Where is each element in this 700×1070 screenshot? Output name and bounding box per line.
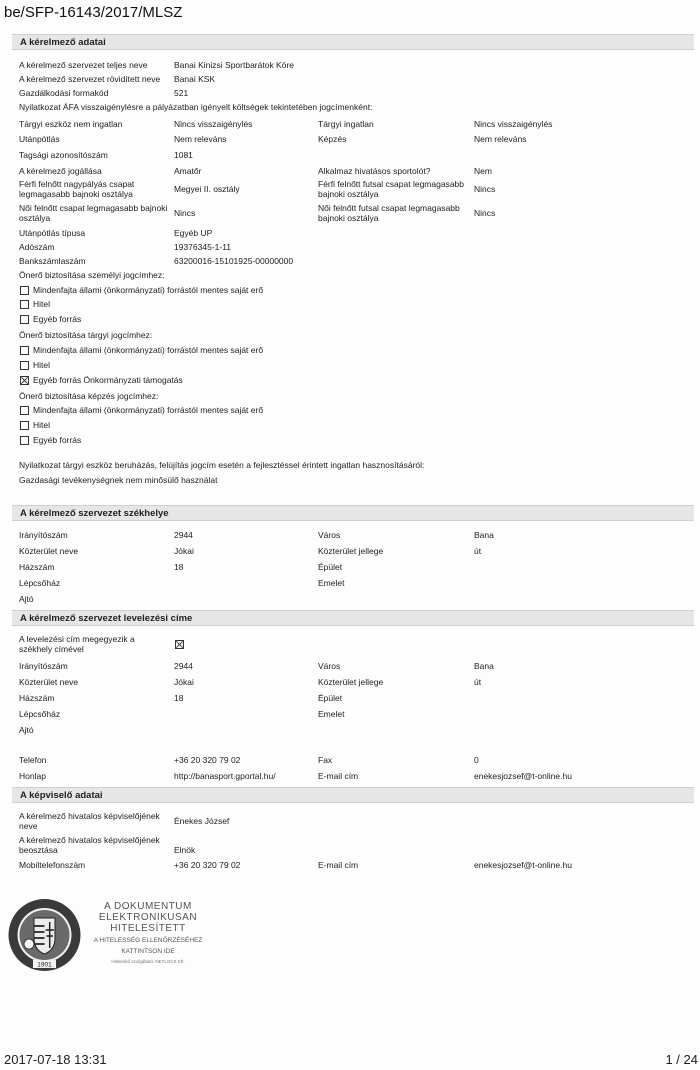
label-personal-other: Egyéb forrás — [33, 314, 82, 324]
checkbox-personal-own[interactable] — [20, 286, 29, 295]
use-statement: Nyilatkozat tárgyi eszköz beruházás, felújítás jogcím esetén a fejlesztéssel érintett ingatlan hasznosításáról: — [19, 460, 425, 470]
section-header-seat: A kérelmező szervezet székhelye — [12, 505, 694, 521]
label-men-division: Férfi felnőtt nagypályás csapat legmagasabb bajnoki osztálya — [19, 179, 135, 199]
label-seat-house: Házszám — [19, 562, 55, 572]
value-mail-city: Bana — [474, 661, 494, 671]
value-seat-house: 18 — [174, 562, 184, 572]
footer-timestamp: 2017-07-18 13:31 — [4, 1052, 107, 1067]
label-bank-account: Bankszámlaszám — [19, 256, 86, 266]
mlsz-seal-icon — [7, 896, 82, 974]
checkbox-asset-other[interactable] — [20, 376, 29, 385]
value-youth: Nem releváns — [174, 134, 227, 144]
label-member-id: Tagsági azonosítószám — [19, 150, 108, 160]
value-rep-name: Énekes József — [174, 816, 230, 826]
section-header-mailing: A kérelmező szervezet levelezési címe — [12, 610, 694, 626]
footer-page-number: 1 / 24 — [665, 1052, 698, 1067]
value-men-division: Megyei II. osztály — [174, 184, 240, 194]
value-mail-street-type: út — [474, 677, 482, 687]
label-realestate: Tárgyi ingatlan — [318, 119, 374, 129]
value-realestate: Nincs visszaigénylés — [474, 119, 553, 129]
value-short-name: Banai KSK — [174, 74, 216, 84]
label-asset: Tárgyi eszköz nem ingatlan — [19, 119, 123, 129]
value-form-code: 521 — [174, 88, 189, 98]
value-member-id: 1081 — [174, 150, 193, 160]
label-seat-building: Épület — [318, 562, 343, 572]
label-seat-zip: Irányítószám — [19, 530, 68, 540]
value-seat-street: Jókai — [174, 546, 194, 556]
label-legal-status: A kérelmező jogállása — [19, 166, 102, 176]
label-training-other: Egyéb forrás — [33, 435, 82, 445]
label-youth: Utánpótlás — [19, 134, 60, 144]
label-men-futsal: Férfi felnőtt futsal csapat legmagasabb bajnoki osztálya — [318, 179, 464, 199]
label-seat-door: Ajtó — [19, 594, 34, 604]
checkbox-training-own[interactable] — [20, 406, 29, 415]
checkbox-asset-loan[interactable] — [20, 361, 29, 370]
value-rep-email[interactable]: enekesjozsef@t-online.hu — [474, 860, 572, 870]
label-tax-number: Adószám — [19, 242, 55, 252]
value-seat-city: Bana — [474, 530, 494, 540]
label-women-futsal: Női felnőtt futsal csapat legmagasabb bajnoki osztálya — [318, 203, 460, 223]
checkbox-asset-own[interactable] — [20, 346, 29, 355]
label-phone: Telefon — [19, 755, 47, 765]
label-training: Képzés — [318, 134, 347, 144]
label-personal-loan: Hitel — [33, 299, 51, 309]
label-seat-street: Közterület neve — [19, 546, 79, 556]
value-mail-house: 18 — [174, 693, 184, 703]
label-training-loan: Hitel — [33, 420, 51, 430]
label-asset-loan: Hitel — [33, 360, 51, 370]
document-id: be/SFP-16143/2017/MLSZ — [4, 4, 183, 21]
label-seat-stair: Lépcsőház — [19, 578, 61, 588]
label-fax: Fax — [318, 755, 333, 765]
label-asset-other: Egyéb forrás Önkormányzati támogatás — [33, 375, 183, 385]
value-fax: 0 — [474, 755, 479, 765]
value-phone: +36 20 320 79 02 — [174, 755, 241, 765]
value-email[interactable]: enekesjozsef@t-online.hu — [474, 771, 572, 781]
label-mail-stair: Lépcsőház — [19, 709, 61, 719]
label-pro-athlete: Alkalmaz hivatásos sportolót? — [318, 166, 431, 176]
label-mail-house: Házszám — [19, 693, 55, 703]
label-mail-building: Épület — [318, 693, 343, 703]
stamp-line-5[interactable]: KATTINTSON IDE — [121, 948, 175, 955]
value-mail-zip: 2944 — [174, 661, 193, 671]
stamp-line-2: ELEKTRONIKUSAN — [98, 912, 198, 923]
value-full-name: Banai Kinizsi Sportbarátok Köre — [174, 60, 295, 70]
value-mobile: +36 20 320 79 02 — [174, 860, 241, 870]
label-rep-position: A kérelmező hivatalos képviselőjének beosztása — [19, 835, 160, 855]
value-bank-account: 63200016-15101925-00000000 — [174, 256, 294, 266]
value-website[interactable]: http://banasport.gportal.hu/ — [174, 771, 276, 781]
label-mobile: Mobiltelefonszám — [19, 860, 86, 870]
label-women-division: Női felnőtt csapat legmagasabb bajnoki osztálya — [19, 203, 168, 223]
authentication-stamp[interactable] — [0, 893, 215, 981]
own-funds-asset-title: Önerő biztosítása tárgyi jogcímhez: — [19, 330, 153, 340]
label-personal-own: Mindenfajta állami (önkormányzati) forrástól mentes saját erő — [33, 285, 264, 295]
label-short-name: A kérelmező szervezet rövidített neve — [19, 74, 161, 84]
stamp-line-1: A DOKUMENTUM — [104, 901, 192, 912]
value-seat-street-type: út — [474, 546, 482, 556]
stamp-line-6: Hitelesítő szolgáltató: NETLOCK Kft. — [111, 959, 185, 964]
label-training-own: Mindenfajta állami (önkormányzati) forrástól mentes saját erő — [33, 405, 264, 415]
checkbox-mailing-same[interactable] — [175, 640, 184, 649]
label-mail-floor: Emelet — [318, 709, 345, 719]
label-rep-email: E-mail cím — [318, 860, 359, 870]
label-asset-own: Mindenfajta állami (önkormányzati) forrástól mentes saját erő — [33, 345, 264, 355]
label-form-code: Gazdálkodási formakód — [19, 88, 109, 98]
label-mailing-same: A levelezési cím megegyezik a székhely címével — [19, 634, 135, 654]
section-header-representative: A képviselő adatai — [12, 787, 694, 803]
vat-statement: Nyilatkozat ÁFA visszaigénylésre a pályázatban igényelt költségek tekintetében jogcímenként: — [19, 102, 373, 112]
value-training: Nem releváns — [474, 134, 527, 144]
own-funds-personal-title: Önerő biztosítása személyi jogcímhez: — [19, 270, 165, 280]
label-email: E-mail cím — [318, 771, 359, 781]
checkbox-training-loan[interactable] — [20, 421, 29, 430]
value-legal-status: Amatőr — [174, 166, 202, 176]
value-women-futsal: Nincs — [474, 208, 496, 218]
label-rep-name: A kérelmező hivatalos képviselőjének neve — [19, 811, 160, 831]
checkbox-personal-loan[interactable] — [20, 300, 29, 309]
use-value: Gazdasági tevékenységnek nem minősülő használat — [19, 475, 218, 485]
stamp-line-3: HITELESÍTETT — [110, 923, 186, 934]
section-header-applicant: A kérelmező adatai — [12, 34, 694, 50]
label-seat-floor: Emelet — [318, 578, 345, 588]
stamp-line-4: A HITELESSÉG ELLENŐRZÉSÉHEZ — [93, 937, 203, 944]
label-mail-street: Közterület neve — [19, 677, 79, 687]
label-seat-street-type: Közterület jellege — [318, 546, 384, 556]
label-youth-type: Utánpótlás típusa — [19, 228, 86, 238]
label-mail-city: Város — [318, 661, 341, 671]
value-women-division: Nincs — [174, 208, 196, 218]
value-tax-number: 19376345-1-11 — [174, 242, 232, 252]
value-men-futsal: Nincs — [474, 184, 496, 194]
value-pro-athlete: Nem — [474, 166, 492, 176]
value-youth-type: Egyéb UP — [174, 228, 213, 238]
label-mail-street-type: Közterület jellege — [318, 677, 384, 687]
value-asset: Nincs visszaigénylés — [174, 119, 253, 129]
checkbox-personal-other[interactable] — [20, 315, 29, 324]
value-seat-zip: 2944 — [174, 530, 193, 540]
seal-year: 1901 — [37, 961, 52, 969]
value-mail-street: Jókai — [174, 677, 194, 687]
label-website: Honlap — [19, 771, 46, 781]
stamp-text-box — [86, 901, 210, 973]
label-mail-door: Ajtó — [19, 725, 34, 735]
value-rep-position: Elnök — [174, 845, 196, 855]
own-funds-training-title: Önerő biztosítása képzés jogcímhez: — [19, 391, 159, 401]
label-seat-city: Város — [318, 530, 341, 540]
label-full-name: A kérelmező szervezet teljes neve — [19, 60, 148, 70]
label-mail-zip: Irányítószám — [19, 661, 68, 671]
checkbox-training-other[interactable] — [20, 436, 29, 445]
